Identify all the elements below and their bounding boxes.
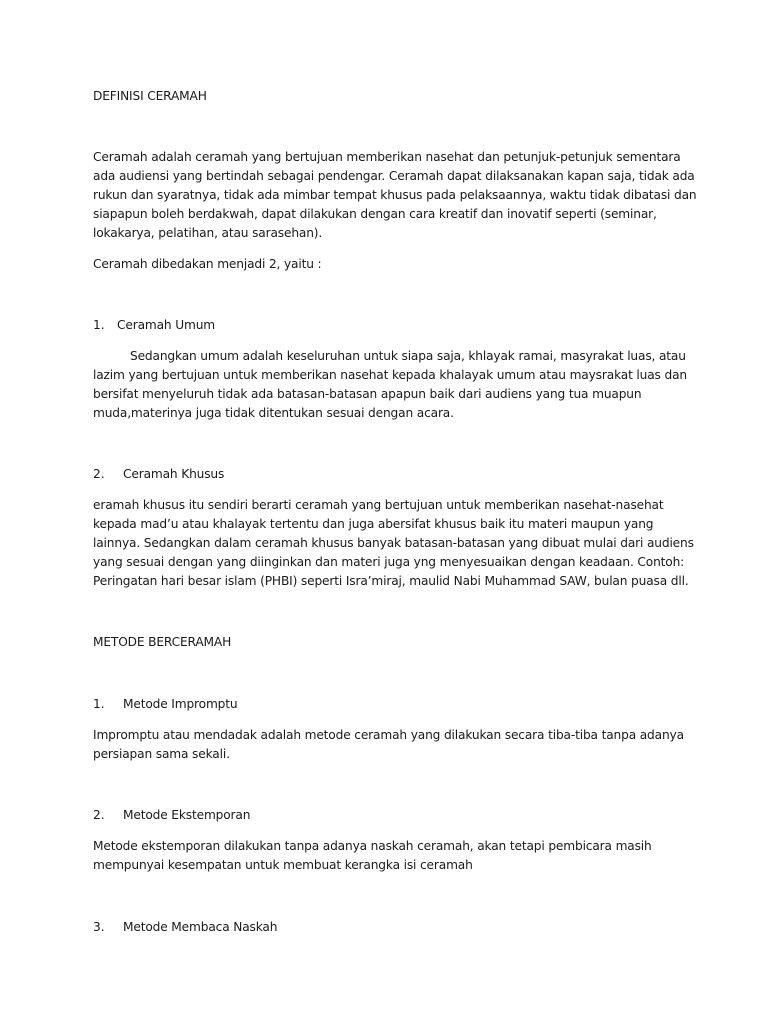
- list-item-title: Metode Impromptu: [123, 697, 238, 711]
- paragraph-line: Ceramah adalah ceramah yang bertujuan memberikan nasehat dan petunjuk-petunjuk sementara: [93, 150, 681, 164]
- list-item-title: Metode Membaca Naskah: [123, 920, 278, 934]
- paragraph-line: Impromptu atau mendadak adalah metode ceramah yang dilakukan secara tiba-tiba tanpa adanya: [93, 728, 684, 742]
- paragraph-line: siapapun boleh berdakwah, dapat dilakukan dengan cara kreatif dan inovatif seperti (seminar,: [93, 207, 657, 221]
- paragraph-line: lainnya. Sedangkan dalam ceramah khusus banyak batasan-batasan yang dibuat mulai dari audiens: [93, 536, 694, 550]
- list-item-title: Metode Ekstemporan: [123, 808, 251, 822]
- list-number: 3.: [93, 920, 105, 934]
- paragraph-line: mempunyai kesempatan untuk membuat kerangka isi ceramah: [93, 858, 473, 872]
- heading-definisi-ceramah: DEFINISI CERAMAH: [93, 89, 207, 103]
- paragraph-line: ada audiensi yang bertindah sebagai pendengar. Ceramah dapat dilaksanakan kapan saja, tidak ada: [93, 169, 695, 183]
- paragraph-line: bersifat menyeluruh tidak ada batasan-batasan apapun baik dari audiens yang tua muapun: [93, 387, 642, 401]
- paragraph-line: muda,materinya juga tidak ditentukan sesuai dengan acara.: [93, 406, 454, 420]
- paragraph-line: Sedangkan umum adalah keseluruhan untuk siapa saja, khlayak ramai, masyrakat luas, atau: [130, 349, 686, 363]
- paragraph-line: eramah khusus itu sendiri berarti ceramah yang bertujuan untuk memberikan nasehat-nasehat: [93, 498, 664, 512]
- list-item-title: Ceramah Khusus: [123, 467, 225, 481]
- paragraph-line: Ceramah dibedakan menjadi 2, yaitu :: [93, 257, 322, 271]
- paragraph-line: rukun dan syaratnya, tidak ada mimbar tempat khusus pada pelaksaannya, waktu tidak dibatasi dan: [93, 188, 697, 202]
- paragraph-line: Metode ekstemporan dilakukan tanpa adanya naskah ceramah, akan tetapi pembicara masih: [93, 839, 652, 853]
- paragraph-line: persiapan sama sekali.: [93, 747, 230, 761]
- paragraph-line: lazim yang bertujuan untuk memberikan nasehat kepada khalayak umum atau maysrakat luas dan: [93, 368, 687, 382]
- paragraph-line: yang sesuai dengan yang diinginkan dan materi juga yng menyesuaikan dengan keadaan. Contoh:: [93, 555, 685, 569]
- paragraph-line: Peringatan hari besar islam (PHBI) seperti Isra’miraj, maulid Nabi Muhammad SAW, bulan puasa dll.: [93, 574, 689, 588]
- list-number: 2.: [93, 808, 105, 822]
- list-number: 1.: [93, 697, 105, 711]
- list-number: 1.: [93, 318, 105, 332]
- paragraph-line: kepada mad’u atau khalayak tertentu dan juga abersifat khusus baik itu materi maupun yang: [93, 517, 654, 531]
- list-number: 2.: [93, 467, 105, 481]
- paragraph-line: lokakarya, pelatihan, atau sarasehan).: [93, 226, 323, 240]
- heading-metode-berceramah: METODE BERCERAMAH: [93, 635, 232, 649]
- list-item-title: Ceramah Umum: [117, 318, 216, 332]
